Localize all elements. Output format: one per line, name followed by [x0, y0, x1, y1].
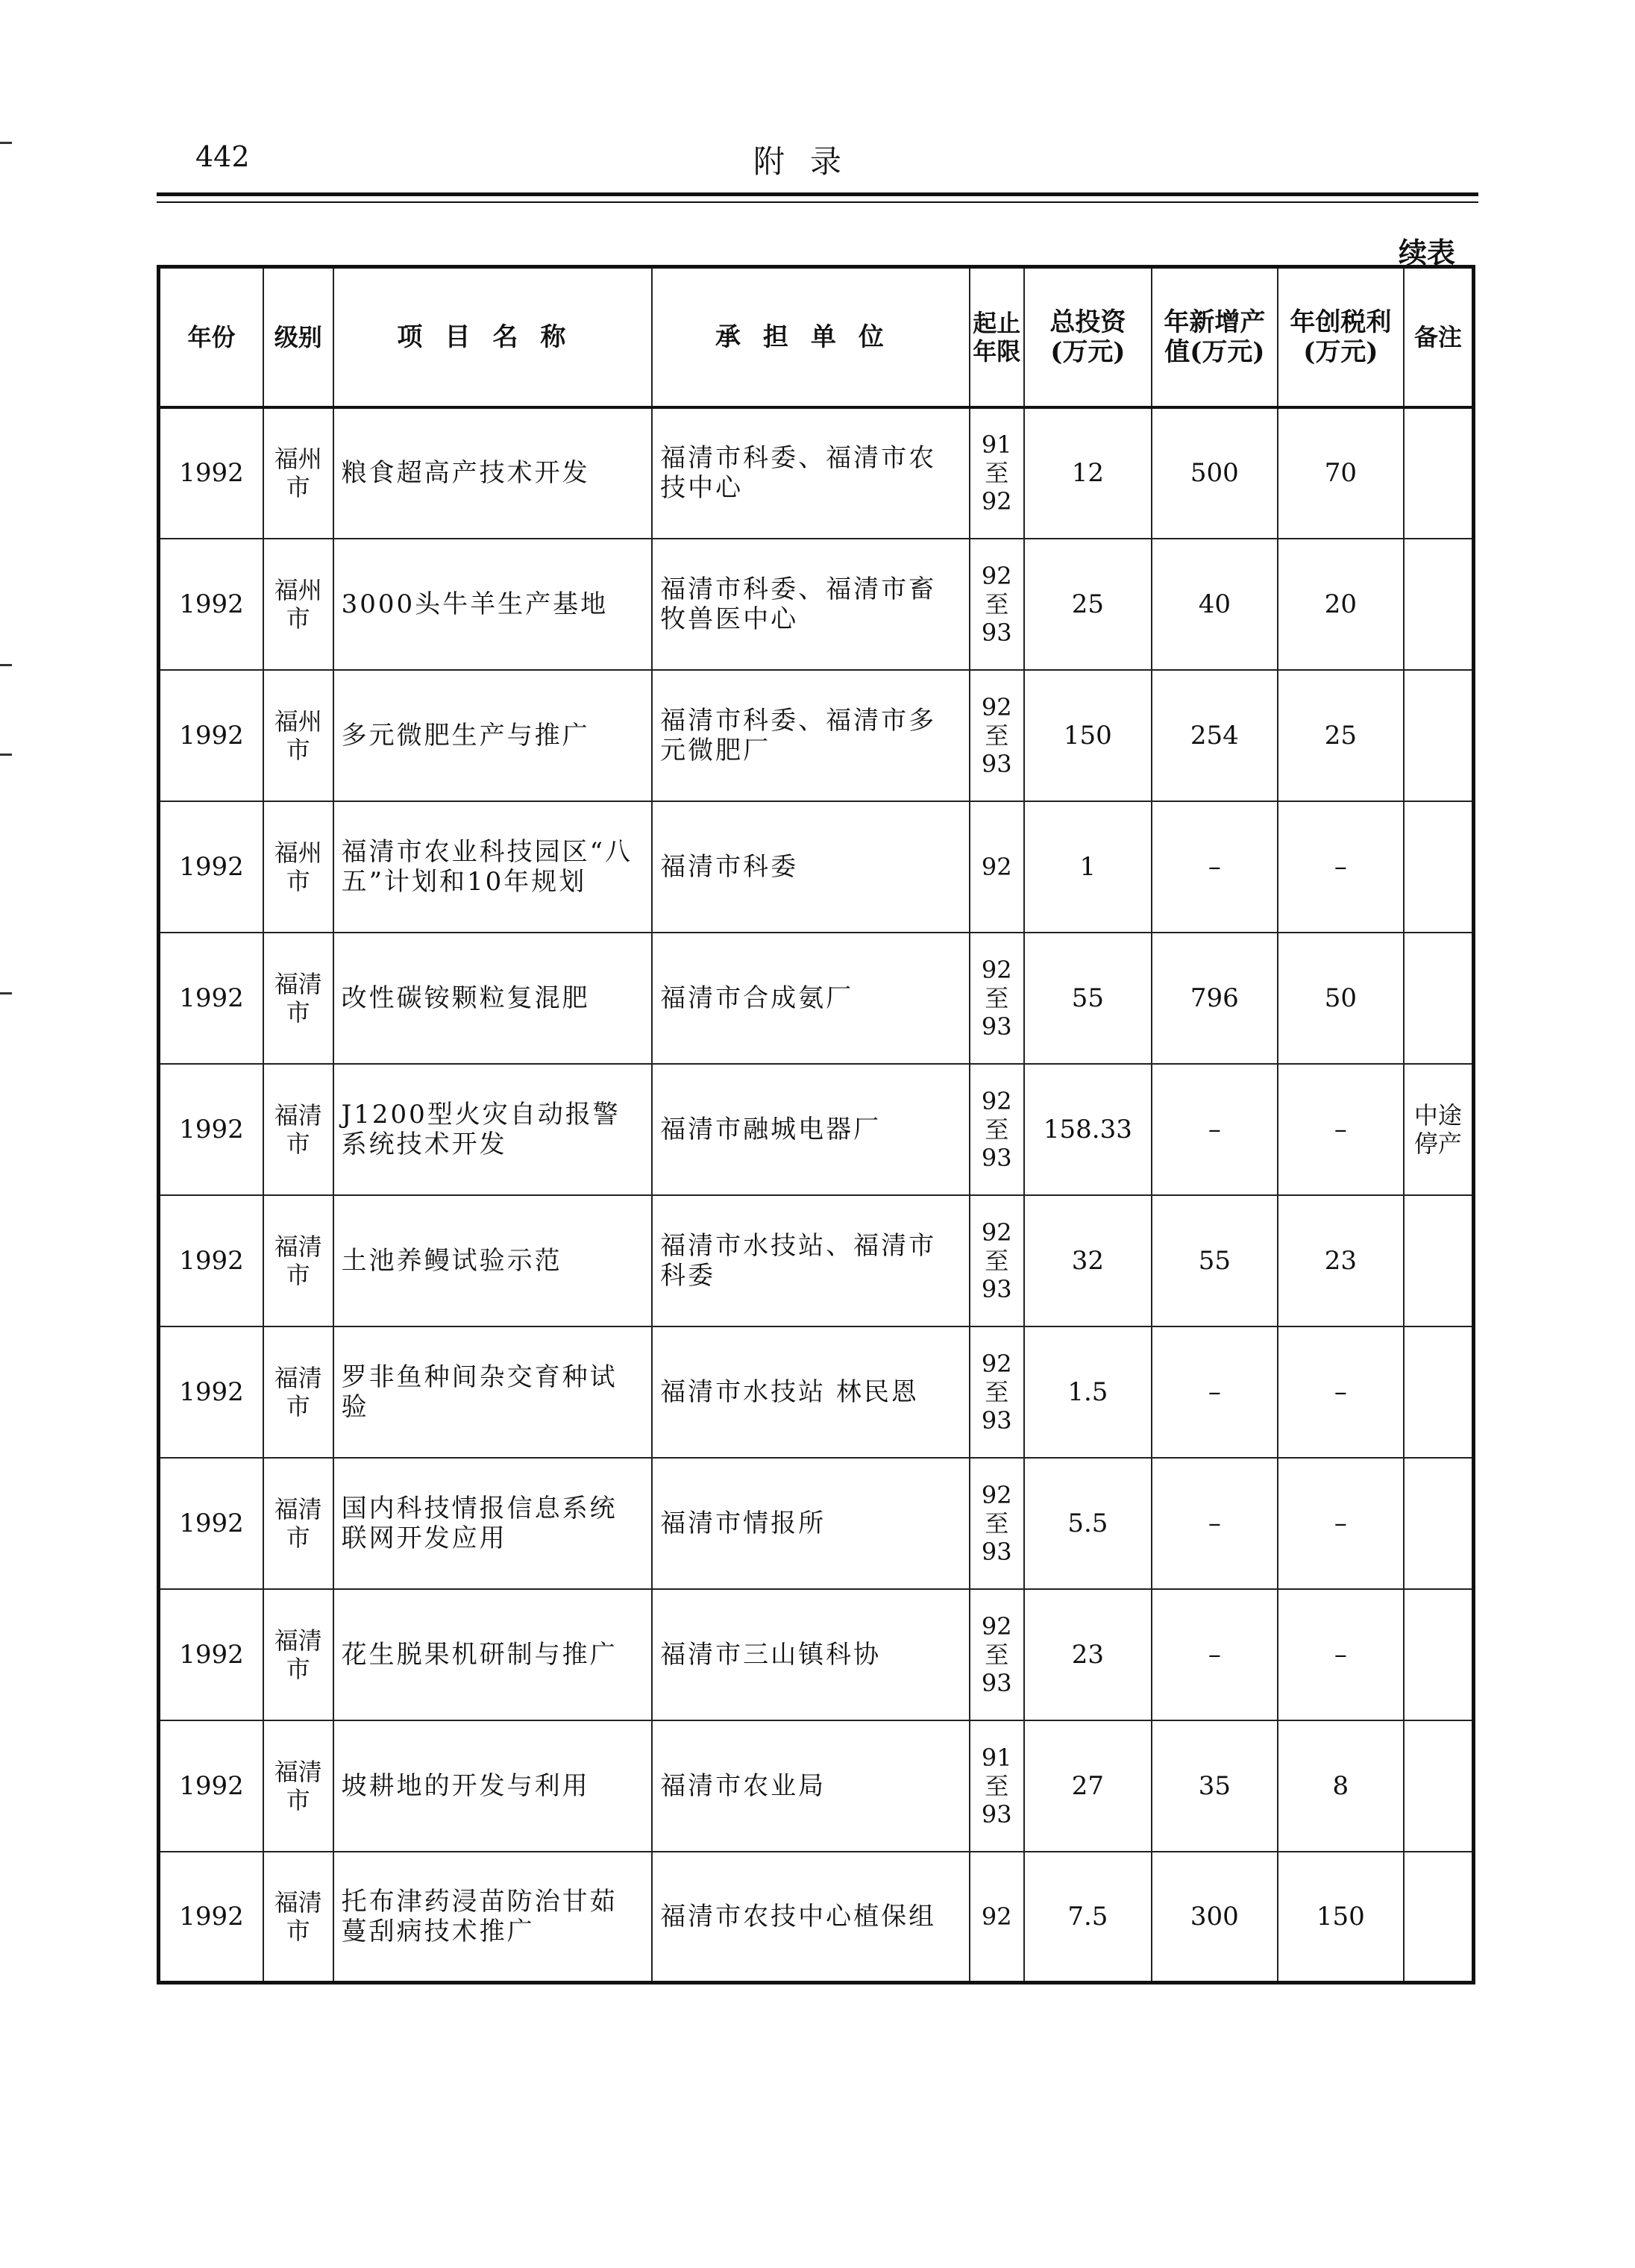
cell-tax-profit: –: [1278, 1589, 1404, 1720]
cell-new-output: –: [1152, 1589, 1278, 1720]
cell-total-investment: 5.5: [1024, 1458, 1152, 1589]
header-rule: [157, 192, 1478, 196]
cell-responsible-unit: 福清市科委: [652, 801, 969, 933]
continued-label: 续表: [1399, 236, 1456, 269]
cell-new-output: –: [1152, 1064, 1278, 1195]
cell-project-name: 3000头牛羊生产基地: [333, 539, 653, 670]
projects-table: [157, 265, 1475, 1985]
cell-tax-profit: 20: [1278, 539, 1404, 670]
table-row: [159, 1720, 1474, 1852]
cell-new-output: 500: [1152, 407, 1278, 539]
table-body: [159, 407, 1474, 1983]
cell-responsible-unit: 福清市合成氨厂: [652, 933, 969, 1064]
cell-total-investment: 27: [1024, 1720, 1152, 1852]
cell-note: [1404, 1326, 1474, 1458]
table-row: [159, 801, 1474, 933]
cell-year: 1992: [159, 1458, 263, 1589]
cell-tax-profit: 25: [1278, 670, 1404, 801]
running-head: 附录: [753, 143, 867, 180]
cell-note: [1404, 407, 1474, 539]
cell-period: 92: [970, 801, 1024, 933]
page-number: 442: [195, 140, 250, 173]
cell-note: [1404, 670, 1474, 801]
cell-tax-profit: 8: [1278, 1720, 1404, 1852]
cell-project-name: 坡耕地的开发与利用: [333, 1720, 653, 1852]
cell-period: 92至93: [970, 1458, 1024, 1589]
cell-project-name: 托布津药浸苗防治甘茹蔓刮病技术推广: [333, 1852, 653, 1983]
cell-total-investment: 25: [1024, 539, 1152, 670]
cell-responsible-unit: 福清市水技站 林民恩: [652, 1326, 969, 1458]
header-rule-thin: [157, 201, 1478, 203]
cell-period: 92: [970, 1852, 1024, 1983]
cell-period: 92至93: [970, 1326, 1024, 1458]
cell-tax-profit: 70: [1278, 407, 1404, 539]
margin-mark: [0, 992, 12, 994]
header-level: 级别: [263, 267, 333, 407]
cell-period: 92至93: [970, 1064, 1024, 1195]
cell-project-name: 花生脱果机研制与推广: [333, 1589, 653, 1720]
header-year: 年份: [159, 267, 263, 407]
cell-period: 92至93: [970, 1589, 1024, 1720]
margin-mark: [0, 142, 12, 144]
cell-period: 92至93: [970, 670, 1024, 801]
table-row: [159, 1852, 1474, 1983]
cell-year: 1992: [159, 1326, 263, 1458]
margin-mark: [0, 664, 12, 666]
header-note: 备注: [1404, 267, 1474, 407]
cell-note: [1404, 1195, 1474, 1326]
cell-level: 福清市: [263, 1326, 333, 1458]
cell-year: 1992: [159, 1064, 263, 1195]
cell-project-name: 国内科技情报信息系统联网开发应用: [333, 1458, 653, 1589]
header-project-name: 项目名称: [333, 267, 653, 407]
cell-year: 1992: [159, 801, 263, 933]
cell-period: 92至93: [970, 539, 1024, 670]
cell-level: 福清市: [263, 1720, 333, 1852]
cell-project-name: 罗非鱼种间杂交育种试验: [333, 1326, 653, 1458]
cell-year: 1992: [159, 1720, 263, 1852]
cell-responsible-unit: 福清市农技中心植保组: [652, 1852, 969, 1983]
cell-responsible-unit: 福清市农业局: [652, 1720, 969, 1852]
cell-new-output: 796: [1152, 933, 1278, 1064]
cell-new-output: 300: [1152, 1852, 1278, 1983]
table-row: [159, 539, 1474, 670]
cell-tax-profit: –: [1278, 801, 1404, 933]
cell-responsible-unit: 福清市融城电器厂: [652, 1064, 969, 1195]
cell-project-name: 粮食超高产技术开发: [333, 407, 653, 539]
cell-project-name: 土池养鳗试验示范: [333, 1195, 653, 1326]
cell-note: [1404, 1720, 1474, 1852]
cell-level: 福清市: [263, 1852, 333, 1983]
cell-period: 91至92: [970, 407, 1024, 539]
cell-period: 91至93: [970, 1720, 1024, 1852]
cell-year: 1992: [159, 1589, 263, 1720]
cell-total-investment: 7.5: [1024, 1852, 1152, 1983]
cell-level: 福州市: [263, 801, 333, 933]
header-new-output: 年新增产值(万元): [1152, 267, 1278, 407]
cell-project-name: 福清市农业科技园区“八五”计划和10年规划: [333, 801, 653, 933]
header-period: 起止年限: [970, 267, 1024, 407]
table-row: [159, 1589, 1474, 1720]
cell-year: 1992: [159, 1852, 263, 1983]
cell-note: [1404, 1589, 1474, 1720]
cell-level: 福清市: [263, 1064, 333, 1195]
cell-responsible-unit: 福清市水技站、福清市科委: [652, 1195, 969, 1326]
cell-project-name: 改性碳铵颗粒复混肥: [333, 933, 653, 1064]
margin-mark: [0, 754, 12, 756]
cell-year: 1992: [159, 539, 263, 670]
cell-level: 福清市: [263, 1458, 333, 1589]
cell-total-investment: 1: [1024, 801, 1152, 933]
header-responsible-unit: 承担单位: [652, 267, 969, 407]
cell-year: 1992: [159, 1195, 263, 1326]
cell-new-output: –: [1152, 801, 1278, 933]
cell-new-output: –: [1152, 1326, 1278, 1458]
cell-total-investment: 1.5: [1024, 1326, 1152, 1458]
table-row: [159, 1326, 1474, 1458]
cell-note: 中途停产: [1404, 1064, 1474, 1195]
cell-year: 1992: [159, 933, 263, 1064]
cell-tax-profit: –: [1278, 1458, 1404, 1589]
cell-level: 福清市: [263, 1195, 333, 1326]
cell-new-output: 40: [1152, 539, 1278, 670]
table-row: [159, 1195, 1474, 1326]
cell-year: 1992: [159, 407, 263, 539]
cell-note: [1404, 1458, 1474, 1589]
header-total-investment: 总投资(万元): [1024, 267, 1152, 407]
cell-note: [1404, 933, 1474, 1064]
cell-project-name: 多元微肥生产与推广: [333, 670, 653, 801]
header-tax-profit: 年创税利(万元): [1278, 267, 1404, 407]
cell-note: [1404, 801, 1474, 933]
cell-period: 92至93: [970, 1195, 1024, 1326]
cell-new-output: –: [1152, 1458, 1278, 1589]
cell-total-investment: 150: [1024, 670, 1152, 801]
cell-total-investment: 23: [1024, 1589, 1152, 1720]
table-header-row: [159, 267, 1474, 407]
cell-new-output: 35: [1152, 1720, 1278, 1852]
table-row: [159, 1458, 1474, 1589]
cell-responsible-unit: 福清市科委、福清市农技中心: [652, 407, 969, 539]
cell-period: 92至93: [970, 933, 1024, 1064]
table-row: [159, 933, 1474, 1064]
cell-tax-profit: 150: [1278, 1852, 1404, 1983]
cell-total-investment: 12: [1024, 407, 1152, 539]
cell-level: 福州市: [263, 670, 333, 801]
cell-responsible-unit: 福清市情报所: [652, 1458, 969, 1589]
table-row: [159, 670, 1474, 801]
cell-new-output: 254: [1152, 670, 1278, 801]
cell-level: 福清市: [263, 933, 333, 1064]
cell-year: 1992: [159, 670, 263, 801]
cell-note: [1404, 1852, 1474, 1983]
cell-responsible-unit: 福清市科委、福清市多元微肥厂: [652, 670, 969, 801]
cell-tax-profit: 50: [1278, 933, 1404, 1064]
cell-level: 福州市: [263, 539, 333, 670]
cell-note: [1404, 539, 1474, 670]
cell-tax-profit: –: [1278, 1326, 1404, 1458]
cell-responsible-unit: 福清市三山镇科协: [652, 1589, 969, 1720]
cell-total-investment: 158.33: [1024, 1064, 1152, 1195]
cell-total-investment: 55: [1024, 933, 1152, 1064]
table-row: [159, 407, 1474, 539]
cell-total-investment: 32: [1024, 1195, 1152, 1326]
cell-new-output: 55: [1152, 1195, 1278, 1326]
cell-level: 福清市: [263, 1589, 333, 1720]
table-row: [159, 1064, 1474, 1195]
cell-tax-profit: 23: [1278, 1195, 1404, 1326]
cell-level: 福州市: [263, 407, 333, 539]
cell-responsible-unit: 福清市科委、福清市畜牧兽医中心: [652, 539, 969, 670]
cell-tax-profit: –: [1278, 1064, 1404, 1195]
cell-project-name: J1200型火灾自动报警系统技术开发: [333, 1064, 653, 1195]
